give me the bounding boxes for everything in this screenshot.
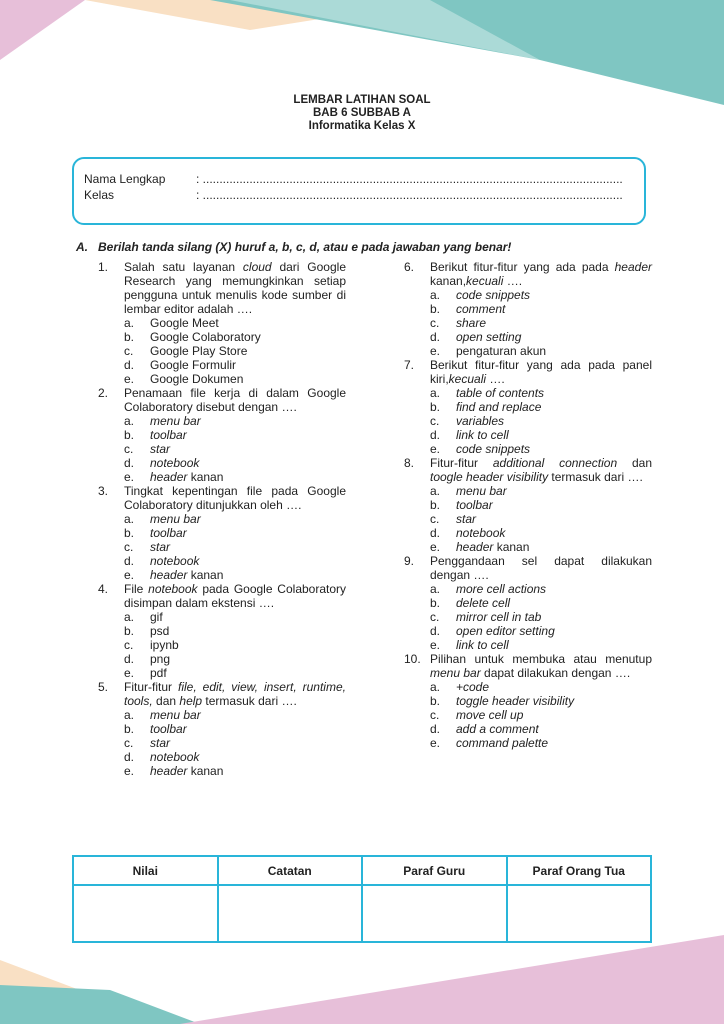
grade-cell-catatan[interactable] bbox=[218, 885, 363, 942]
answer-option[interactable] bbox=[404, 484, 652, 498]
grade-header-paraf-guru: Paraf Guru bbox=[362, 856, 507, 885]
answer-option[interactable] bbox=[404, 302, 652, 316]
answer-option[interactable] bbox=[98, 764, 346, 778]
question-text: File notebook pada Google Colaboratory disimpan dalam ekstensi …. bbox=[124, 582, 347, 610]
option-text: star bbox=[150, 736, 171, 750]
option-text: variables bbox=[456, 414, 505, 428]
answer-option[interactable] bbox=[404, 736, 652, 750]
option-text: header kanan bbox=[456, 540, 530, 554]
option-text: move cell up bbox=[456, 708, 524, 722]
option-text: toggle header visibility bbox=[456, 694, 575, 708]
option-letter: d. bbox=[430, 722, 441, 736]
answer-option[interactable] bbox=[98, 358, 346, 372]
answer-option[interactable] bbox=[404, 596, 652, 610]
question-number: 6. bbox=[404, 260, 415, 274]
answer-option[interactable] bbox=[98, 470, 346, 484]
question-text: Fitur-fitur file, edit, view, insert, runtime, tools, dan help termasuk dari …. bbox=[124, 680, 346, 708]
answer-option[interactable] bbox=[98, 708, 346, 722]
answer-option[interactable] bbox=[98, 666, 346, 680]
answer-option[interactable] bbox=[98, 526, 346, 540]
option-text: code snippets bbox=[456, 288, 531, 302]
option-letter: d. bbox=[124, 750, 135, 764]
option-letter: b. bbox=[124, 624, 135, 638]
answer-option[interactable] bbox=[404, 694, 652, 708]
option-text: share bbox=[456, 316, 487, 330]
option-letter: d. bbox=[124, 554, 135, 568]
option-letter: b. bbox=[124, 722, 135, 736]
grade-header-catatan: Catatan bbox=[218, 856, 363, 885]
answer-option[interactable] bbox=[404, 610, 652, 624]
option-letter: c. bbox=[124, 442, 134, 456]
option-text: pengaturan akun bbox=[456, 344, 547, 358]
answer-option[interactable] bbox=[404, 708, 652, 722]
answer-option[interactable] bbox=[404, 722, 652, 736]
option-letter: c. bbox=[430, 316, 440, 330]
question-5 bbox=[98, 680, 346, 778]
answer-option[interactable] bbox=[404, 386, 652, 400]
option-text: gif bbox=[150, 610, 163, 624]
option-text: find and replace bbox=[456, 400, 542, 414]
name-label: Nama Lengkap bbox=[84, 172, 166, 186]
class-label: Kelas bbox=[84, 188, 115, 202]
question-text: Fitur-fitur additional connection dan toogle header visibility termasuk dari …. bbox=[430, 456, 652, 484]
class-field[interactable]: : .............................................................................................................................. bbox=[196, 188, 623, 202]
option-letter: a. bbox=[124, 414, 135, 428]
answer-option[interactable] bbox=[98, 442, 346, 456]
question-number: 1. bbox=[98, 260, 109, 274]
answer-option[interactable] bbox=[98, 344, 346, 358]
question-text: Salah satu layanan cloud dari Google Research yang memungkinkan setiap pengguna untuk menulis kode sumber di lembar editor adalah …. bbox=[124, 260, 346, 316]
name-field[interactable]: : .............................................................................................................................. bbox=[196, 172, 623, 186]
question-10 bbox=[404, 652, 652, 750]
option-text: open setting bbox=[456, 330, 522, 344]
question-text: Berikut fitur-fitur yang ada pada panel kiri,kecuali …. bbox=[430, 358, 652, 386]
option-letter: c. bbox=[124, 344, 134, 358]
answer-option[interactable] bbox=[404, 582, 652, 596]
answer-option[interactable] bbox=[404, 512, 652, 526]
instruction-text: Berilah tanda silang (X) huruf a, b, c, d, atau e pada jawaban yang benar! bbox=[98, 240, 512, 254]
answer-option[interactable] bbox=[98, 554, 346, 568]
option-text: notebook bbox=[456, 526, 506, 540]
question-number: 10. bbox=[404, 652, 421, 666]
answer-option[interactable] bbox=[98, 372, 346, 386]
option-text: notebook bbox=[150, 554, 200, 568]
question-4 bbox=[98, 582, 346, 680]
answer-option[interactable] bbox=[404, 428, 652, 442]
option-text: +code bbox=[456, 680, 490, 694]
option-letter: b. bbox=[430, 302, 441, 316]
option-letter: a. bbox=[430, 582, 441, 596]
answer-option[interactable] bbox=[404, 316, 652, 330]
option-text: Google Dokumen bbox=[150, 372, 244, 386]
option-text: open editor setting bbox=[456, 624, 555, 638]
option-text: comment bbox=[456, 302, 506, 316]
option-text: Google Meet bbox=[150, 316, 219, 330]
question-number: 7. bbox=[404, 358, 415, 372]
option-letter: e. bbox=[124, 470, 135, 484]
answer-option[interactable] bbox=[404, 624, 652, 638]
answer-option[interactable] bbox=[404, 288, 652, 302]
option-text: add a comment bbox=[456, 722, 539, 736]
option-letter: a. bbox=[430, 680, 441, 694]
option-letter: d. bbox=[430, 330, 441, 344]
question-7 bbox=[404, 358, 652, 456]
option-letter: b. bbox=[430, 498, 441, 512]
option-letter: d. bbox=[430, 526, 441, 540]
question-number: 3. bbox=[98, 484, 109, 498]
answer-option[interactable] bbox=[98, 736, 346, 750]
grade-cell-paraf-orang-tua[interactable] bbox=[507, 885, 652, 942]
question-9 bbox=[404, 554, 652, 652]
option-letter: e. bbox=[124, 666, 135, 680]
option-text: table of contents bbox=[456, 386, 545, 400]
option-text: link to cell bbox=[456, 428, 509, 442]
option-letter: d. bbox=[430, 624, 441, 638]
option-text: toolbar bbox=[456, 498, 493, 512]
option-text: header kanan bbox=[150, 470, 224, 484]
section-letter: A. bbox=[76, 240, 88, 254]
sheet-title: LEMBAR LATIHAN SOAL bbox=[293, 94, 431, 106]
option-letter: b. bbox=[124, 330, 135, 344]
answer-option[interactable] bbox=[404, 414, 652, 428]
option-letter: e. bbox=[430, 344, 441, 358]
option-text: notebook bbox=[150, 750, 200, 764]
answer-option[interactable] bbox=[404, 540, 652, 554]
question-number: 8. bbox=[404, 456, 415, 470]
option-text: code snippets bbox=[456, 442, 531, 456]
option-text: menu bar bbox=[456, 484, 507, 498]
option-letter: a. bbox=[124, 512, 135, 526]
answer-option[interactable] bbox=[404, 680, 652, 694]
answer-option[interactable] bbox=[98, 722, 346, 736]
option-letter: a. bbox=[430, 288, 441, 302]
option-text: toolbar bbox=[150, 722, 187, 736]
class-subtitle: Informatika Kelas X bbox=[308, 120, 416, 132]
option-letter: b. bbox=[430, 400, 441, 414]
grade-table bbox=[72, 855, 652, 943]
question-number: 2. bbox=[98, 386, 109, 400]
grade-table-header-row bbox=[73, 856, 651, 885]
question-number: 9. bbox=[404, 554, 415, 568]
option-letter: b. bbox=[124, 526, 135, 540]
option-text: ipynb bbox=[150, 638, 179, 652]
grade-cell-nilai[interactable] bbox=[73, 885, 218, 942]
bottom-right-pink-shape bbox=[180, 935, 724, 1024]
option-text: star bbox=[150, 540, 171, 554]
option-text: Google Play Store bbox=[150, 344, 248, 358]
answer-option[interactable] bbox=[98, 652, 346, 666]
option-letter: e. bbox=[430, 638, 441, 652]
question-1 bbox=[98, 260, 346, 386]
chapter-subtitle: BAB 6 SUBBAB A bbox=[313, 107, 411, 119]
option-text: menu bar bbox=[150, 512, 201, 526]
option-text: psd bbox=[150, 624, 170, 638]
answer-option[interactable] bbox=[98, 330, 346, 344]
option-letter: e. bbox=[430, 540, 441, 554]
option-text: delete cell bbox=[456, 596, 511, 610]
option-letter: a. bbox=[124, 610, 135, 624]
answer-option[interactable] bbox=[98, 414, 346, 428]
option-text: toolbar bbox=[150, 428, 187, 442]
option-letter: d. bbox=[124, 456, 135, 470]
option-letter: e. bbox=[124, 372, 135, 386]
answer-option[interactable] bbox=[404, 442, 652, 456]
option-letter: c. bbox=[430, 512, 440, 526]
bottom-teal-shape bbox=[0, 985, 200, 1024]
grade-cell-paraf-guru[interactable] bbox=[362, 885, 507, 942]
option-letter: e. bbox=[124, 568, 135, 582]
option-letter: c. bbox=[430, 414, 440, 428]
answer-option[interactable] bbox=[404, 400, 652, 414]
top-left-pink-shape bbox=[0, 0, 85, 60]
option-text: header kanan bbox=[150, 764, 224, 778]
answer-option[interactable] bbox=[98, 638, 346, 652]
option-letter: d. bbox=[124, 358, 135, 372]
option-letter: d. bbox=[124, 652, 135, 666]
questions-right-column bbox=[404, 260, 652, 750]
option-letter: c. bbox=[124, 540, 134, 554]
option-text: Google Formulir bbox=[150, 358, 237, 372]
option-text: star bbox=[150, 442, 171, 456]
option-letter: b. bbox=[124, 428, 135, 442]
grade-table-entry-row bbox=[73, 885, 651, 942]
grade-header-paraf-orang-tua: Paraf Orang Tua bbox=[507, 856, 652, 885]
question-text: Pilihan untuk membuka atau menutup menu bar dapat dilakukan dengan …. bbox=[430, 652, 652, 680]
option-letter: c. bbox=[124, 736, 134, 750]
option-letter: c. bbox=[124, 638, 134, 652]
option-letter: e. bbox=[430, 442, 441, 456]
grade-header-nilai: Nilai bbox=[73, 856, 218, 885]
answer-option[interactable] bbox=[404, 526, 652, 540]
question-text: Penamaan file kerja di dalam Google Colaboratory disebut dengan …. bbox=[124, 386, 346, 414]
option-letter: a. bbox=[430, 484, 441, 498]
questions-left-column bbox=[98, 260, 346, 778]
question-number: 4. bbox=[98, 582, 109, 596]
question-number: 5. bbox=[98, 680, 109, 694]
question-3 bbox=[98, 484, 346, 582]
question-8 bbox=[404, 456, 652, 554]
option-text: star bbox=[456, 512, 477, 526]
question-2 bbox=[98, 386, 346, 484]
answer-option[interactable] bbox=[98, 610, 346, 624]
option-text: notebook bbox=[150, 456, 200, 470]
question-text: Penggandaan sel dapat dilakukan dengan …. bbox=[430, 554, 652, 582]
question-text: Tingkat kepentingan file pada Google Colaboratory ditunjukkan oleh …. bbox=[124, 484, 346, 512]
option-text: toolbar bbox=[150, 526, 187, 540]
option-letter: e. bbox=[124, 764, 135, 778]
answer-option[interactable] bbox=[98, 456, 346, 470]
question-6 bbox=[404, 260, 652, 358]
option-text: pdf bbox=[150, 666, 167, 680]
answer-option[interactable] bbox=[98, 750, 346, 764]
answer-option[interactable] bbox=[98, 428, 346, 442]
answer-option[interactable] bbox=[98, 624, 346, 638]
option-letter: e. bbox=[430, 736, 441, 750]
question-text: Berikut fitur-fitur yang ada pada header kanan,kecuali …. bbox=[430, 260, 652, 288]
answer-option[interactable] bbox=[98, 512, 346, 526]
answer-option[interactable] bbox=[98, 568, 346, 582]
option-text: more cell actions bbox=[456, 582, 547, 596]
option-text: menu bar bbox=[150, 414, 201, 428]
option-text: link to cell bbox=[456, 638, 509, 652]
option-letter: b. bbox=[430, 596, 441, 610]
option-text: menu bar bbox=[150, 708, 201, 722]
answer-option[interactable] bbox=[404, 330, 652, 344]
option-text: mirror cell in tab bbox=[456, 610, 542, 624]
answer-option[interactable] bbox=[404, 498, 652, 512]
option-letter: a. bbox=[124, 316, 135, 330]
option-letter: d. bbox=[430, 428, 441, 442]
answer-option[interactable] bbox=[98, 540, 346, 554]
option-letter: a. bbox=[124, 708, 135, 722]
section-instruction bbox=[76, 240, 511, 254]
option-text: header kanan bbox=[150, 568, 224, 582]
option-letter: c. bbox=[430, 610, 440, 624]
option-text: png bbox=[150, 652, 171, 666]
option-text: Google Colaboratory bbox=[150, 330, 261, 344]
option-letter: b. bbox=[430, 694, 441, 708]
answer-option[interactable] bbox=[404, 344, 652, 358]
answer-option[interactable] bbox=[98, 316, 346, 330]
answer-option[interactable] bbox=[404, 638, 652, 652]
option-text: command palette bbox=[456, 736, 549, 750]
option-letter: c. bbox=[430, 708, 440, 722]
option-letter: a. bbox=[430, 386, 441, 400]
